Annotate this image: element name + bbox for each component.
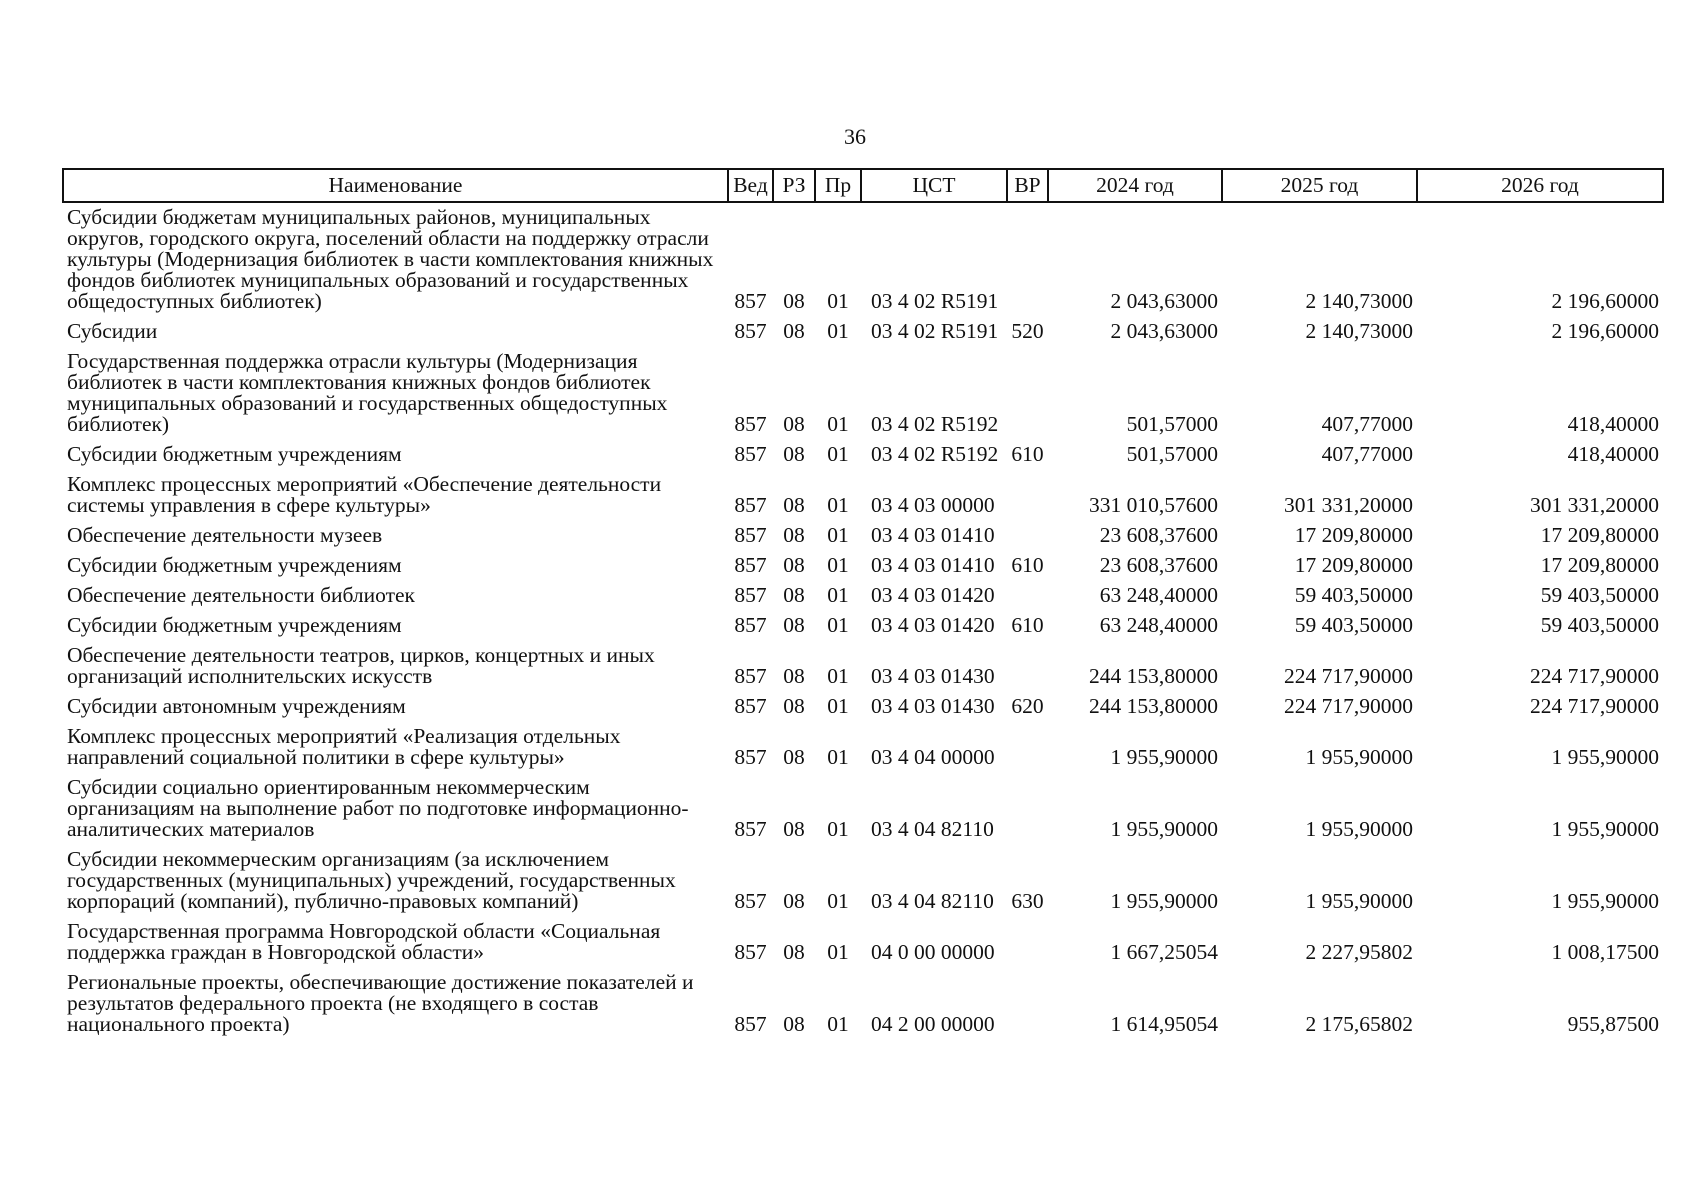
cell-vr — [1007, 581, 1048, 611]
cell-2024: 63 248,40000 — [1099, 613, 1218, 637]
cell-vr — [1007, 968, 1048, 1040]
cell-2025: 301 331,20000 — [1284, 493, 1413, 517]
header-2025: 2025 год — [1222, 169, 1417, 202]
cell-vr — [1007, 202, 1048, 317]
cell-2026: 955,87500 — [1567, 1012, 1659, 1036]
cell-name: Государственная программа Новгородской области «Социальная поддержка граждан в Новгородской области» — [67, 919, 661, 964]
cell-rz: 08 — [783, 745, 805, 769]
cell-2026: 418,40000 — [1567, 442, 1659, 466]
header-vr: ВР — [1007, 169, 1048, 202]
cell-2026: 418,40000 — [1567, 412, 1659, 436]
cell-vr — [1007, 347, 1048, 440]
cell-ved: 857 — [734, 1012, 767, 1036]
cell-2025: 1 955,90000 — [1305, 889, 1413, 913]
cell-cst: 04 0 00 00000 — [871, 940, 995, 964]
cell-2026: 1 008,17500 — [1551, 940, 1659, 964]
cell-name: Комплекс процессных мероприятий «Реализация отдельных направлений социальной политики в сфере культуры» — [67, 724, 621, 769]
cell-vr — [1007, 521, 1048, 551]
table-row — [63, 773, 1663, 845]
cell-rz: 08 — [783, 442, 805, 466]
cell-2025: 59 403,50000 — [1294, 583, 1413, 607]
cell-ved: 857 — [734, 940, 767, 964]
cell-2024: 501,57000 — [1126, 442, 1218, 466]
cell-vr — [1007, 470, 1048, 521]
cell-pr: 01 — [827, 889, 849, 913]
cell-ved: 857 — [734, 442, 767, 466]
cell-cst: 03 4 03 01410 — [871, 553, 995, 577]
table-row — [63, 202, 1663, 317]
cell-2025: 2 140,73000 — [1305, 289, 1413, 313]
cell-ved: 857 — [734, 889, 767, 913]
table-row — [63, 722, 1663, 773]
cell-name: Субсидии бюджетным учреждениям — [67, 553, 402, 577]
cell-name: Комплекс процессных мероприятий «Обеспечение деятельности системы управления в сфере культуры» — [67, 472, 662, 517]
cell-cst: 04 2 00 00000 — [871, 1012, 995, 1036]
cell-cst: 03 4 02 R5192 — [871, 442, 999, 466]
cell-ved: 857 — [734, 817, 767, 841]
cell-2025: 407,77000 — [1321, 412, 1413, 436]
cell-ved: 857 — [734, 412, 767, 436]
cell-2024: 1 614,95054 — [1110, 1012, 1218, 1036]
cell-cst: 03 4 03 01430 — [871, 664, 995, 688]
cell-2024: 2 043,63000 — [1110, 319, 1218, 343]
table-header — [63, 169, 1663, 202]
cell-2026: 301 331,20000 — [1530, 493, 1659, 517]
cell-vr: 630 — [1011, 889, 1044, 913]
cell-2024: 244 153,80000 — [1089, 664, 1218, 688]
cell-pr: 01 — [827, 442, 849, 466]
header-cst: ЦСТ — [861, 169, 1007, 202]
cell-2026: 2 196,60000 — [1551, 289, 1659, 313]
header-ved: Вед — [728, 169, 773, 202]
header-row — [63, 169, 1663, 202]
cell-2024: 1 955,90000 — [1110, 745, 1218, 769]
cell-rz: 08 — [783, 319, 805, 343]
table-row — [63, 917, 1663, 968]
table-row — [63, 692, 1663, 722]
cell-cst: 03 4 02 R5191 — [871, 319, 999, 343]
cell-rz: 08 — [783, 553, 805, 577]
cell-rz: 08 — [783, 817, 805, 841]
cell-2025: 2 175,65802 — [1305, 1012, 1413, 1036]
cell-2025: 2 227,95802 — [1305, 940, 1413, 964]
cell-name: Региональные проекты, обеспечивающие достижение показателей и результатов федерального проекта (не входящего в состав национального проекта) — [67, 970, 694, 1036]
cell-ved: 857 — [734, 664, 767, 688]
cell-ved: 857 — [734, 613, 767, 637]
cell-vr: 610 — [1011, 553, 1044, 577]
cell-2024: 23 608,37600 — [1099, 523, 1218, 547]
cell-rz: 08 — [783, 1012, 805, 1036]
cell-cst: 03 4 03 01430 — [871, 694, 995, 718]
header-2024: 2024 год — [1048, 169, 1222, 202]
cell-rz: 08 — [783, 664, 805, 688]
cell-rz: 08 — [783, 289, 805, 313]
cell-cst: 03 4 02 R5192 — [871, 412, 999, 436]
cell-pr: 01 — [827, 817, 849, 841]
cell-cst: 03 4 02 R5191 — [871, 289, 999, 313]
cell-rz: 08 — [783, 940, 805, 964]
cell-pr: 01 — [827, 613, 849, 637]
table-row — [63, 611, 1663, 641]
cell-ved: 857 — [734, 553, 767, 577]
cell-2026: 1 955,90000 — [1551, 889, 1659, 913]
table-row — [63, 551, 1663, 581]
cell-name: Субсидии бюджетам муниципальных районов, муниципальных округов, городского округа, поселений области на поддержку отрасли культуры (Модернизация библиотек в части комплектования книжных фондов библиотек муниципальных образований и государственных общедоступных библиотек) — [67, 205, 714, 313]
cell-cst: 03 4 03 00000 — [871, 493, 995, 517]
cell-name: Субсидии — [67, 319, 158, 343]
cell-rz: 08 — [783, 613, 805, 637]
cell-name: Обеспечение деятельности библиотек — [67, 583, 415, 607]
cell-cst: 03 4 04 82110 — [871, 817, 994, 841]
header-pr: Пр — [815, 169, 861, 202]
table-row — [63, 317, 1663, 347]
cell-2025: 59 403,50000 — [1294, 613, 1413, 637]
table-row — [63, 521, 1663, 551]
cell-2024: 1 955,90000 — [1110, 889, 1218, 913]
cell-2025: 17 209,80000 — [1294, 523, 1413, 547]
cell-vr: 620 — [1011, 694, 1044, 718]
header-rz: РЗ — [773, 169, 815, 202]
cell-2025: 224 717,90000 — [1284, 694, 1413, 718]
cell-ved: 857 — [734, 694, 767, 718]
cell-ved: 857 — [734, 583, 767, 607]
cell-name: Субсидии бюджетным учреждениям — [67, 613, 402, 637]
cell-2024: 1 955,90000 — [1110, 817, 1218, 841]
table-body — [63, 202, 1663, 1040]
cell-pr: 01 — [827, 553, 849, 577]
cell-pr: 01 — [827, 319, 849, 343]
cell-name: Обеспечение деятельности театров, цирков, концертных и иных организаций исполнительских искусств — [67, 643, 655, 688]
cell-cst: 03 4 04 00000 — [871, 745, 995, 769]
cell-2024: 2 043,63000 — [1110, 289, 1218, 313]
cell-ved: 857 — [734, 523, 767, 547]
cell-rz: 08 — [783, 523, 805, 547]
cell-pr: 01 — [827, 940, 849, 964]
cell-2026: 59 403,50000 — [1540, 613, 1659, 637]
cell-pr: 01 — [827, 664, 849, 688]
cell-2025: 1 955,90000 — [1305, 745, 1413, 769]
cell-pr: 01 — [827, 493, 849, 517]
cell-name: Субсидии некоммерческим организациям (за исключением государственных (муниципальных) учреждений, государственных корпораций (компаний), публично-правовых компаний) — [67, 847, 676, 913]
cell-ved: 857 — [734, 493, 767, 517]
cell-rz: 08 — [783, 412, 805, 436]
cell-pr: 01 — [827, 289, 849, 313]
cell-2025: 407,77000 — [1321, 442, 1413, 466]
cell-cst: 03 4 03 01410 — [871, 523, 995, 547]
cell-2024: 244 153,80000 — [1089, 694, 1218, 718]
cell-vr — [1007, 917, 1048, 968]
cell-name: Субсидии автономным учреждениям — [67, 694, 406, 718]
cell-name: Субсидии социально ориентированным некоммерческим организациям на выполнение работ по подготовке информационно-аналитических материалов — [67, 775, 689, 841]
table-row — [63, 581, 1663, 611]
cell-2026: 224 717,90000 — [1530, 694, 1659, 718]
cell-ved: 857 — [734, 745, 767, 769]
cell-2024: 63 248,40000 — [1099, 583, 1218, 607]
cell-2026: 224 717,90000 — [1530, 664, 1659, 688]
cell-2026: 17 209,80000 — [1540, 523, 1659, 547]
table-row — [63, 968, 1663, 1040]
table-row — [63, 845, 1663, 917]
cell-2026: 59 403,50000 — [1540, 583, 1659, 607]
cell-2026: 2 196,60000 — [1551, 319, 1659, 343]
cell-2024: 331 010,57600 — [1089, 493, 1218, 517]
cell-rz: 08 — [783, 694, 805, 718]
cell-ved: 857 — [734, 319, 767, 343]
cell-name: Субсидии бюджетным учреждениям — [67, 442, 402, 466]
cell-2025: 1 955,90000 — [1305, 817, 1413, 841]
cell-vr: 610 — [1011, 613, 1044, 637]
header-name: Наименование — [63, 169, 728, 202]
cell-rz: 08 — [783, 493, 805, 517]
cell-pr: 01 — [827, 523, 849, 547]
cell-rz: 08 — [783, 583, 805, 607]
cell-2026: 1 955,90000 — [1551, 817, 1659, 841]
table-row — [63, 641, 1663, 692]
cell-vr — [1007, 641, 1048, 692]
cell-name: Обеспечение деятельности музеев — [67, 523, 383, 547]
cell-cst: 03 4 03 01420 — [871, 613, 995, 637]
cell-pr: 01 — [827, 1012, 849, 1036]
budget-table — [62, 168, 1664, 1040]
cell-pr: 01 — [827, 583, 849, 607]
cell-pr: 01 — [827, 694, 849, 718]
cell-vr: 610 — [1011, 442, 1044, 466]
cell-2025: 224 717,90000 — [1284, 664, 1413, 688]
cell-pr: 01 — [827, 745, 849, 769]
cell-cst: 03 4 03 01420 — [871, 583, 995, 607]
cell-2026: 1 955,90000 — [1551, 745, 1659, 769]
cell-rz: 08 — [783, 889, 805, 913]
cell-vr — [1007, 722, 1048, 773]
cell-vr: 520 — [1011, 319, 1044, 343]
cell-ved: 857 — [734, 289, 767, 313]
cell-2024: 23 608,37600 — [1099, 553, 1218, 577]
table-row — [63, 440, 1663, 470]
cell-2025: 17 209,80000 — [1294, 553, 1413, 577]
cell-cst: 03 4 04 82110 — [871, 889, 994, 913]
table-row — [63, 347, 1663, 440]
cell-2025: 2 140,73000 — [1305, 319, 1413, 343]
cell-2024: 1 667,25054 — [1110, 940, 1218, 964]
table-row — [63, 470, 1663, 521]
cell-vr — [1007, 773, 1048, 845]
header-2026: 2026 год — [1417, 169, 1663, 202]
cell-2024: 501,57000 — [1126, 412, 1218, 436]
page-number: 36 — [844, 124, 866, 149]
cell-name: Государственная поддержка отрасли культуры (Модернизация библиотек в части комплектования книжных фондов библиотек муниципальных образований и государственных общедоступных библиотек) — [67, 349, 668, 436]
cell-2026: 17 209,80000 — [1540, 553, 1659, 577]
cell-pr: 01 — [827, 412, 849, 436]
